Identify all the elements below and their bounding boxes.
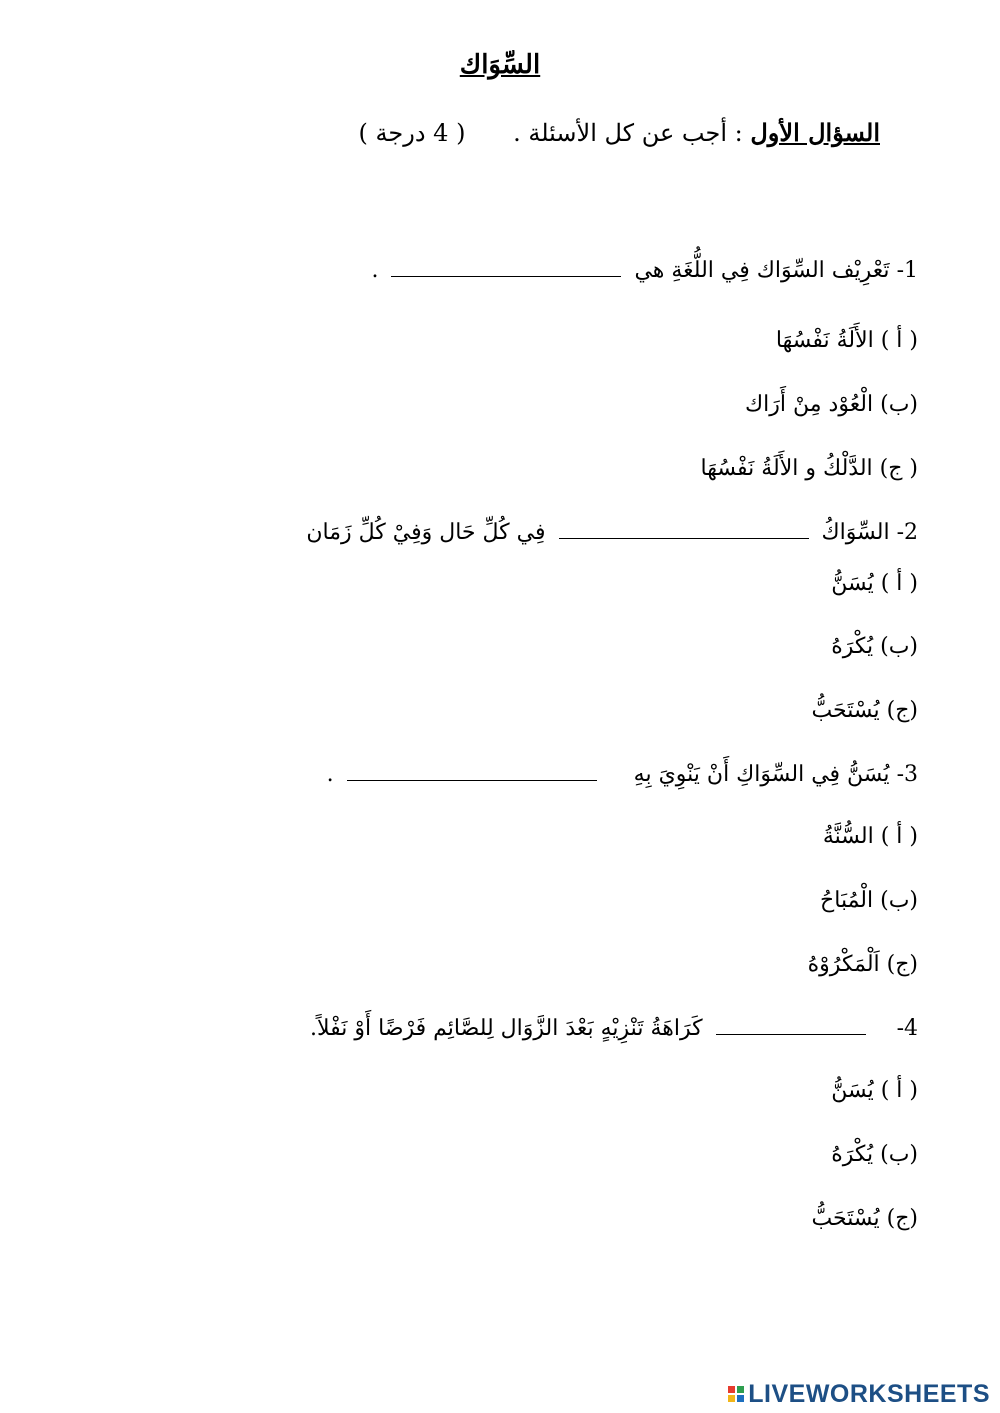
question-text-before: السِّوَاكُ xyxy=(821,520,890,545)
question-text-before: تَعْرِيْف السِّوَاك فِي اللُّغَةِ هي xyxy=(634,258,890,283)
question-text-after: فِي كُلِّ حَال وَفِيْ كُلِّ زَمَان xyxy=(306,520,546,545)
question-number: 1- xyxy=(896,258,918,283)
section-header xyxy=(359,118,880,147)
worksheet-title xyxy=(0,50,1000,80)
question-2 xyxy=(306,520,918,545)
worksheet-title-text: السِّوَاك xyxy=(459,50,541,80)
option-q4-b[interactable]: (ب) يُكْرَهُ xyxy=(831,1142,918,1167)
watermark-text: LIVEWORKSHEETS xyxy=(748,1379,990,1408)
question-text-after: . xyxy=(371,258,379,283)
logo-square xyxy=(737,1386,744,1393)
logo-square xyxy=(728,1386,735,1393)
answer-blank[interactable] xyxy=(559,538,809,539)
question-3 xyxy=(327,762,918,787)
section-instruction: : أجب عن كل الأسئلة . xyxy=(513,119,743,147)
answer-blank[interactable] xyxy=(716,1034,866,1035)
question-number: 3- xyxy=(896,762,918,787)
question-number: 4- xyxy=(896,1016,918,1041)
option-q2-c[interactable]: (ج) يُسْتَحَبُّ xyxy=(811,698,918,723)
section-label: السؤال الأول xyxy=(750,118,880,147)
answer-blank[interactable] xyxy=(391,276,621,277)
question-text-before: يُسَنُّ فِي السِّوَاكِ أَنْ يَنْوِيَ بِهِ xyxy=(633,762,890,787)
option-q2-a[interactable]: ( أ ) يُسَنُّ xyxy=(831,571,918,596)
section-marks: ( 4 درجة ) xyxy=(358,119,466,147)
option-q2-b[interactable]: (ب) يُكْرَهُ xyxy=(831,634,918,659)
option-q3-b[interactable]: (ب) الْمُبَاحُ xyxy=(820,888,918,913)
option-q1-a[interactable]: ( أ ) الأَلَةُ نَفْسُهَا xyxy=(775,328,918,353)
answer-blank[interactable] xyxy=(347,780,597,781)
question-number: 2- xyxy=(896,520,918,545)
option-q1-b[interactable]: (ب) الْعُوْد مِنْ أَرَاك xyxy=(745,392,918,417)
option-q3-c[interactable]: (ج) اَلْمَكْرُوْهُ xyxy=(807,952,918,977)
question-4 xyxy=(310,1016,918,1041)
question-text-after: كَرَاهَةُ تَنْزِيْهٍ بَعْدَ الزَّوَال لِلصَّائِم فَرْضًا أَوْ نَفْلاً. xyxy=(310,1016,703,1041)
option-q4-a[interactable]: ( أ ) يُسَنُّ xyxy=(831,1078,918,1103)
liveworksheets-watermark xyxy=(728,1381,990,1407)
logo-square xyxy=(728,1395,735,1402)
logo-square xyxy=(737,1395,744,1402)
option-q4-c[interactable]: (ج) يُسْتَحَبُّ xyxy=(811,1206,918,1231)
option-q1-c[interactable]: ( ج) الدَّلْكُ و الأَلَةُ نَفْسُهَا xyxy=(700,456,918,481)
liveworksheets-logo-icon xyxy=(728,1386,744,1402)
question-text-after: . xyxy=(326,762,334,787)
option-q3-a[interactable]: ( أ ) السُّنَّةُ xyxy=(822,824,918,849)
question-1 xyxy=(371,258,918,283)
